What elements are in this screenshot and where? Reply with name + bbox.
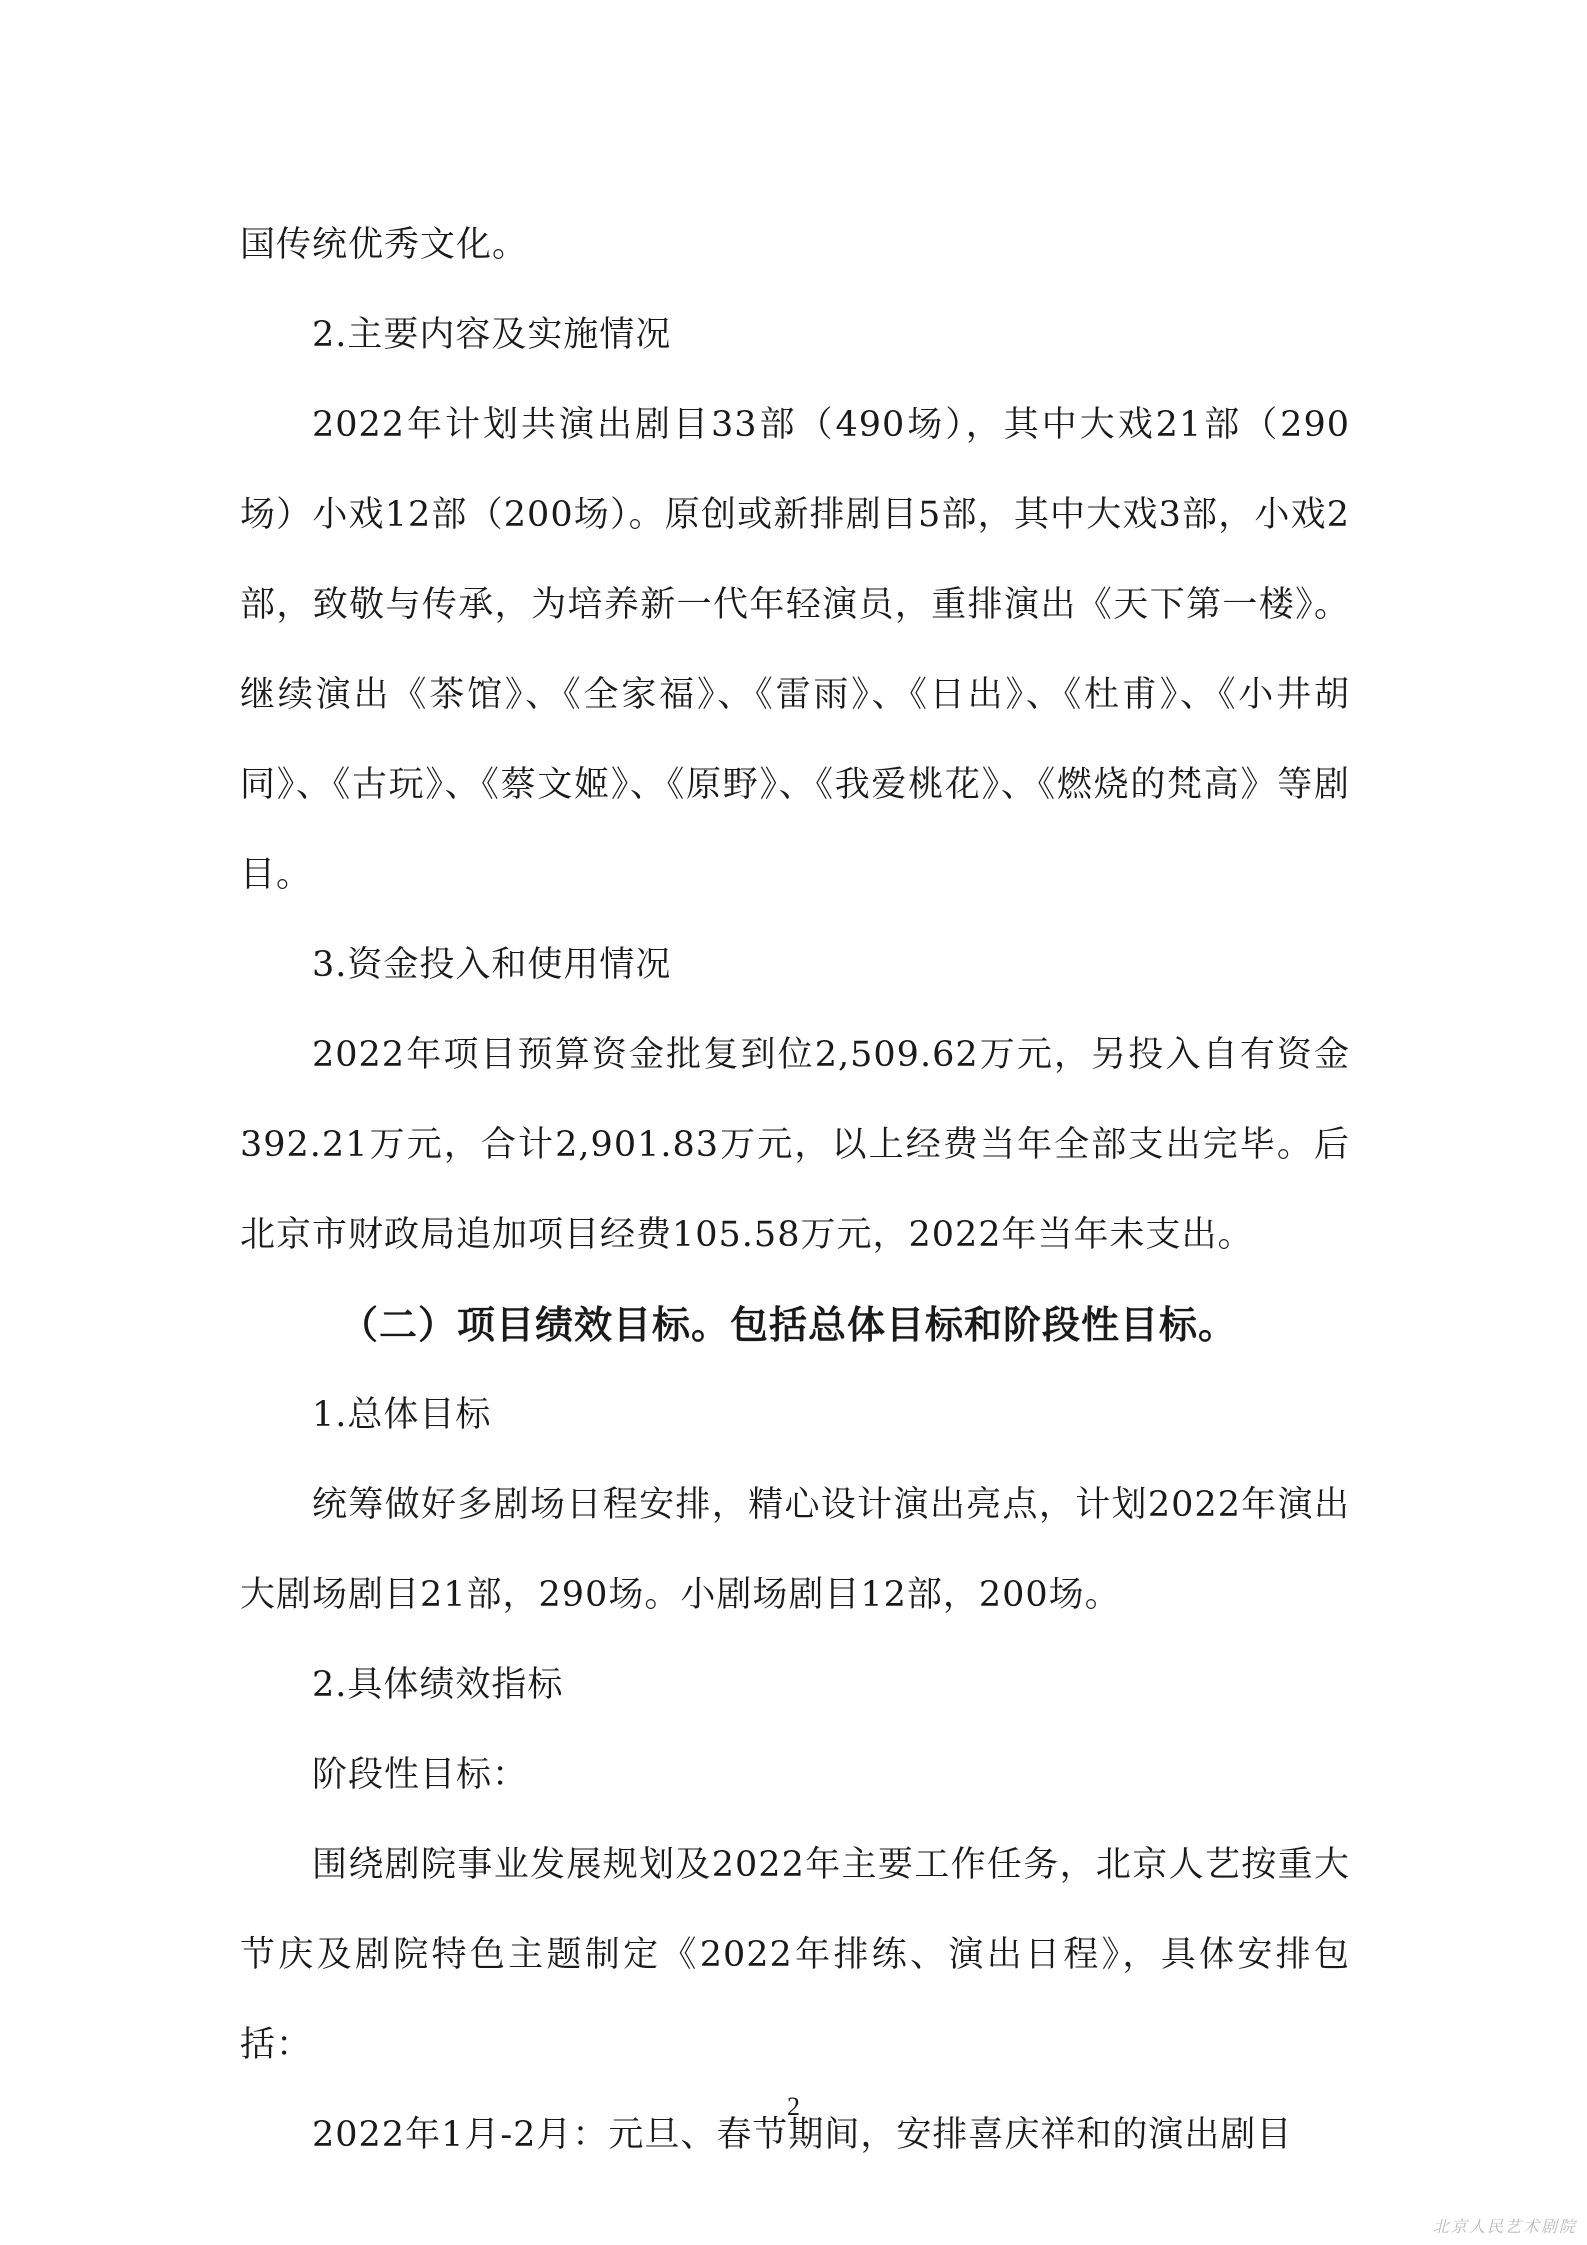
- paragraph: 阶段性目标：: [312, 1755, 529, 1795]
- paragraph: 1.总体目标: [312, 1395, 492, 1435]
- paragraph: 3.资金投入和使用情况: [312, 945, 672, 985]
- paragraph: 围绕剧院事业发展规划及2022年主要工作任务，北京人艺按重大节庆及剧院特色主题制定《2022年排练、演出日程》，具体安排包括：: [240, 1845, 1350, 2065]
- section-heading: （二）项目绩效目标。包括总体目标和阶段性目标。: [340, 1302, 1238, 1347]
- paragraph: 2.具体绩效指标: [312, 1665, 564, 1705]
- document-body: [240, 200, 1350, 2180]
- paragraph: 2022年1月-2月：元旦、春节期间，安排喜庆祥和的演出剧目: [312, 2115, 1293, 2155]
- paragraph: 国传统优秀文化。: [240, 225, 529, 265]
- paragraph: 2022年计划共演出剧目33部（490场），其中大戏21部（290场）小戏12部（200场）。原创或新排剧目5部，其中大戏3部，小戏2部，致敬与传承，为培养新一代年轻演员，重排演出《天下第一楼》。继续演出《茶馆》、《全家福》、《雷雨》、《日出》、《杜甫》、《小井胡同》、《古玩》、《蔡文姬》、《原野》、《我爱桃花》、《燃烧的梵高》等剧目。: [240, 405, 1350, 895]
- paragraph: 统筹做好多剧场日程安排，精心设计演出亮点，计划2022年演出大剧场剧目21部，290场。小剧场剧目12部，200场。: [240, 1485, 1350, 1615]
- watermark: 北京人民艺术剧院: [1432, 2217, 1577, 2236]
- paragraph: 2.主要内容及实施情况: [312, 315, 672, 355]
- page-number: 2: [787, 2092, 800, 2121]
- paragraph: 2022年项目预算资金批复到位2,509.62万元，另投入自有资金392.21万元，合计2,901.83万元，以上经费当年全部支出完毕。后北京市财政局追加项目经费105.58万元，2022年当年未支出。: [240, 1035, 1350, 1255]
